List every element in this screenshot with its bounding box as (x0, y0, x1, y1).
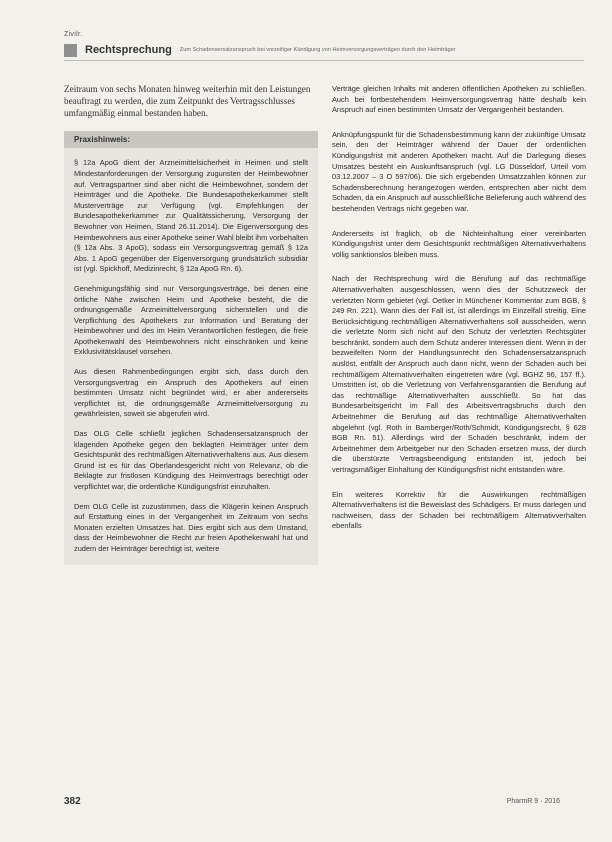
practice-note-paragraph: Aus diesen Rahmenbedingungen ergibt sich, dass durch den Versorgungsvertrag ein Anspruch des Apothekers auf einen bestimmten Umsatz nicht begründet wird, er aber andererseits verpflichtet ist, die ordnungsgemäße Arzneimittelversorgung zu gewährleisten, soweit sie abgerufen wird. (74, 367, 308, 419)
header-divider (64, 60, 584, 61)
body-paragraph: Verträge gleichen Inhalts mit anderen öffentlichen Apotheken zu schließen. Auch bei fortbestehendem Heimversorgungsvertrag hätte deshalb kein Anspruch auf einen bestimmten Umsatz der Vergangenheit bestanden. (332, 84, 586, 115)
body-paragraph: Ein weiteres Korrektiv für die Auswirkungen rechtmäßigen Alternativverhaltens ist die Beweislast des Schädigers. Er muss darlegen und nachweisen, dass der Schaden bei rechtmäßigem Alternativverhalten ebenfalls (332, 489, 586, 531)
practice-note-paragraph: Genehmigungsfähig sind nur Versorgungsverträge, bei denen eine örtliche Nähe zwischen Heim und Apotheke besteht, die die ordnungsgemäße Arzneimittelversorgung sicherstellen und die Verpflichtung des Apothekers zur Information und Beratung der Heimbewohner und des im Heim Verantwortlichen festlegen, die freie Apothekenwahl des Heimbewohners nicht einschränken und keine Exklusivitätsklausel vorsehen. (74, 283, 308, 357)
header-square-icon (64, 44, 77, 57)
page-header (64, 43, 584, 57)
body-paragraph: Anknüpfungspunkt für die Schadensbestimmung kann der zukünftige Umsatz sein, den der Heimträger während der Dauer der ordentlichen Kündigungsfrist mit anderen Apotheken macht. Auf die Darlegung dieses Umsatzes besteht ein Auskunftsanspruch (vgl. LG Düsseldorf, Urteil vom 03.12.2007 – 3 O 597/06). Die sich ergebenden Umsatzzahlen können zur Schadensberechnung herangezogen werden, entsprechen aber nicht dem Schaden, da ein Anspruch auf ausschließliche Belieferung auch während des bestehenden Vertrags nicht gegeben war. (332, 129, 586, 213)
right-column (332, 84, 586, 541)
page-number: 382 (64, 796, 81, 807)
header-subtitle: Zum Schadensersatzanspruch bei vorzeitiger Kündigung von Heimversorgungsverträgen durch den Heimträger (179, 47, 456, 53)
left-column (64, 84, 318, 565)
practice-note-paragraph: Dem OLG Celle ist zuzustimmen, dass die Klägerin keinen Anspruch auf Erstattung eines in der Vergangenheit im Zeitraum von sechs Monaten erzielten Umsatzes hat. Dies ergibt sich aus dem Umstand, dass der Heimbewohner die Recht zur freien Apothekenwahl hat und zudem der Heimträger berechtigt ist, weitere (74, 501, 308, 553)
intro-paragraph: Zeitraum von sechs Monaten hinweg weiterhin mit den Leistungen beauftragt zu werden, die zum Zeitpunkt des Vertragsschlusses umfangmäßig einmal bestanden haben. (64, 84, 311, 118)
practice-note-paragraph: § 12a ApoG dient der Arzneimittelsicherheit in Heimen und stellt Mindestanforderungen der Versorgung zugunsten der Heimbewohner auf. Vertragspartner sind aber nicht die Heimbewohner, sondern der Heimträger und die Apotheke. Die Bundesapothekerkammer stellt Musterverträge zur Verfügung (vgl. Empfehlungen der Bundesapothekerkammer zur Qualitätssicherung, Versorgung der Bewohner von Heimen, Stand 26.11.2014). Die Eigenversorgung des Heimbewohners aus einer Apotheke seiner Wahl bleibt ihm vorbehalten (§ 12a Abs. 3 ApoG), sodass ein Versorgungsvertrag gemäß § 12a Abs. 1 ApoG gegenüber der Eigenversorgung grundsätzlich subsidiär ist (vgl. Spickhoff, Medizinrecht, § 12a ApoG Rn. 6). (74, 158, 308, 274)
practice-note-box (64, 131, 318, 564)
journal-reference: PharmR 9 · 2016 (506, 798, 560, 805)
header-title: Rechtsprechung (85, 44, 172, 56)
practice-note-title: Praxishinweis: (64, 131, 318, 148)
body-paragraph: Nach der Rechtsprechung wird die Berufung auf das rechtmäßige Alternativverhalten ausgeschlossen, wenn dies der Schutzzweck der verletzten Norm gebietet (vgl. Oetker in Münchener Kommentar zum BGB, § 249 Rn. 221). Wann dies der Fall ist, ist allerdings im Einzelfall streitig. Eine Berücksichtigung rechtmäßigen Alternativverhaltens soll ausscheiden, wenn die verletzte Norm sich nicht auf den Schutz der verletzten Rechtsgüter beschränkt, sondern auch dem Schutz anderer Interessen dient. Wenn in der bezweifelten Norm der Handlungsunrecht den Schadensersatzanspruch auslöst, entfällt der Anspruch auch dann nicht, wenn der Schaden auch bei rechtmäßigem Alternativverhalten eingetreten wäre (vgl. BGHZ 96, 157 ff.). Umstritten ist, ob die Verletzung von Verfahrensgarantien die Berufung auf das rechtmäßige Alternativverhalten ausschließt. So hat das Bundesarbeitsgericht im Fall des Arbeitsvertragsbruchs durch den Arbeitnehmer die Berufung auf das rechtmäßige Alternativverhalten abgelehnt (vgl. Roth in Bamberger/Roth/Schmidt, Kündigungsrecht, § 628 BGB Rn. 51). Allerdings wird der Schaden beschränkt, indem der Arbeitnehmer dem Arbeitgeber nur den Schaden ersetzen muss, der durch die überstürzte Vertragsbeendigung entstanden ist, jedoch bei vertragsmäßiger Einhaltung der Kündigungsfrist nicht entstanden wäre. (332, 274, 586, 474)
practice-note-paragraph: Das OLG Celle schließt jeglichen Schadensersatzanspruch der klagenden Apotheke gegen den beklagten Heimträger unter dem Gesichtspunkt des rechtmäßigen Alternativverhaltens aus. Aus diesem Grund ist es für das Oberlandesgericht nicht von Relevanz, ob die Beklagte zur fristlosen Kündigung des Heimvertrags berechtigt oder verpflichtet war, die ordentliche Kündigungsfrist einzuhalten. (74, 429, 308, 492)
section-label: Zivilr. (64, 31, 83, 38)
body-paragraph: Andererseits ist fraglich, ob die Nichteinhaltung einer vereinbarten Kündigungsfrist unter dem Gesichtspunkt rechtmäßigen Alternativverhaltens völlig sanktionslos bleiben muss. (332, 228, 586, 259)
